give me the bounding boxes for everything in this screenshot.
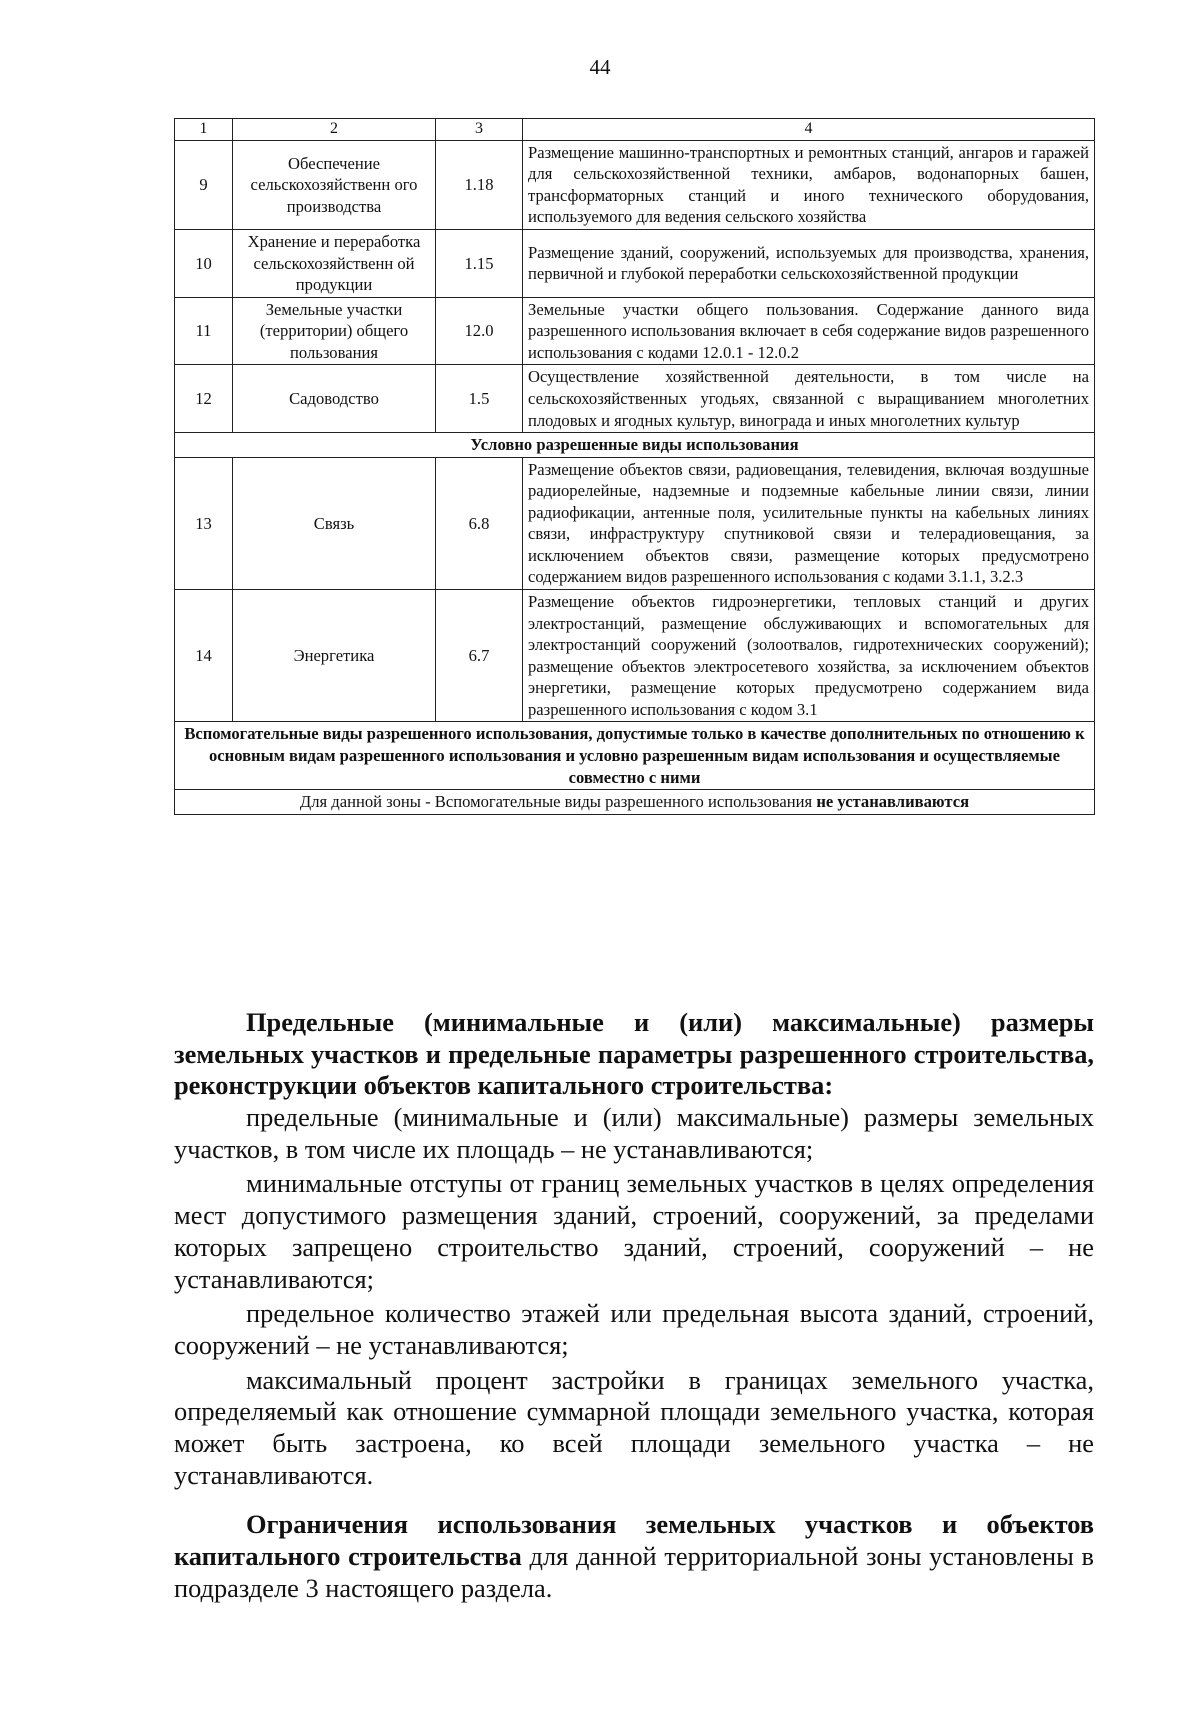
section-heading-conditional: Условно разрешенные виды использования bbox=[175, 433, 1095, 458]
page-number: 44 bbox=[589, 55, 611, 79]
use-type-name: Земельные участки (территории) общего пользования bbox=[233, 297, 436, 365]
section-heading-auxiliary: Вспомогательные виды разрешенного использования, допустимые только в качестве дополнительных по отношению к основным видам разрешенного использования и условно разрешенным видам использования и осуществляемые совместно с ними bbox=[175, 722, 1095, 790]
row-number: 14 bbox=[175, 590, 233, 722]
land-use-table bbox=[174, 118, 1095, 815]
column-header: 1 bbox=[175, 119, 233, 141]
row-number: 10 bbox=[175, 230, 233, 298]
auxiliary-note-emphasis: не устанавливаются bbox=[816, 792, 970, 812]
column-header: 3 bbox=[436, 119, 523, 141]
table-row bbox=[175, 230, 1095, 298]
use-type-description: Размещение объектов гидроэнергетики, тепловых станций и других электростанций, размещение обслуживающих и вспомогательных для электростанций сооружений (золоотвалов, гидротехнических сооружений); размещение объектов электросетевого хозяйства, за исключением объектов энергетики, размещение которых предусмотрено содержанием вида разрешенного использования с кодом 3.1 bbox=[523, 590, 1095, 722]
row-number: 11 bbox=[175, 297, 233, 365]
use-type-code: 6.7 bbox=[436, 590, 523, 722]
note-row bbox=[175, 790, 1095, 815]
use-type-code: 1.5 bbox=[436, 365, 523, 433]
restrictions-text: для данной территориальной зоны установлены в подразделе 3 настоящего раздела. bbox=[174, 1541, 1094, 1603]
section-row bbox=[175, 722, 1095, 790]
table-header-row bbox=[175, 119, 1095, 141]
paragraph-plot-size: предельные (минимальные и (или) максимальные) размеры земельных участков, в том числе их площадь – не устанавливаются; bbox=[174, 1102, 1094, 1164]
table-row bbox=[175, 365, 1095, 433]
limits-heading: Предельные (минимальные и (или) максимальные) размеры земельных участков и предельные параметры разрешенного строительства, реконструкции объектов капитального строительства: bbox=[174, 1007, 1094, 1101]
use-type-description: Размещение объектов связи, радиовещания, телевидения, включая воздушные радиорелейные, надземные и подземные кабельные линии связи, линии радиофикации, антенные поля, усилительные пункты на кабельных линиях связи, инфраструктуру спутниковой связи и телерадиовещания, за исключением объектов связи, размещение которых предусмотрено содержанием видов разрешенного использования с кодами 3.1.1, 3.2.3 bbox=[523, 457, 1095, 589]
use-type-name: Хранение и переработка сельскохозяйственн ой продукции bbox=[233, 230, 436, 298]
row-number: 13 bbox=[175, 457, 233, 589]
use-type-code: 12.0 bbox=[436, 297, 523, 365]
column-header: 4 bbox=[523, 119, 1095, 141]
table-row bbox=[175, 297, 1095, 365]
use-type-name: Связь bbox=[233, 457, 436, 589]
use-type-name: Садоводство bbox=[233, 365, 436, 433]
table-row bbox=[175, 457, 1095, 589]
table-row bbox=[175, 140, 1095, 229]
use-type-code: 1.18 bbox=[436, 140, 523, 229]
use-type-name: Энергетика bbox=[233, 590, 436, 722]
use-type-description: Земельные участки общего пользования. Содержание данного вида разрешенного использования включает в себя содержание видов разрешенного использования с кодами 12.0.1 - 12.0.2 bbox=[523, 297, 1095, 365]
auxiliary-note-text: Для данной зоны - Вспомогательные виды разрешенного использования bbox=[299, 792, 817, 812]
section-row bbox=[175, 433, 1095, 458]
paragraph-floors: предельное количество этажей или предельная высота зданий, строений, сооружений – не устанавливаются; bbox=[174, 1298, 1094, 1360]
use-type-code: 6.8 bbox=[436, 457, 523, 589]
restrictions-heading: Ограничения использования земельных участков и объектов капитального строительства bbox=[174, 1509, 1094, 1571]
regulations-text bbox=[174, 1007, 1094, 1604]
paragraph-coverage: максимальный процент застройки в границах земельного участка, определяемый как отношение суммарной площади земельного участка, которая может быть застроена, ко всей площади земельного участка – не устанавливаются. bbox=[174, 1364, 1094, 1490]
auxiliary-note bbox=[175, 790, 1095, 815]
use-type-name: Обеспечение сельскохозяйственн ого производства bbox=[233, 140, 436, 229]
use-type-description: Размещение машинно-транспортных и ремонтных станций, ангаров и гаражей для сельскохозяйственной техники, амбаров, водонапорных башен, трансформаторных станций и иного технического оборудования, используемого для ведения сельского хозяйства bbox=[523, 140, 1095, 229]
use-type-code: 1.15 bbox=[436, 230, 523, 298]
table-row bbox=[175, 590, 1095, 722]
paragraph-restrictions bbox=[174, 1509, 1094, 1604]
row-number: 9 bbox=[175, 140, 233, 229]
paragraph-setbacks: минимальные отступы от границ земельных участков в целях определения мест допустимого размещения зданий, строений, сооружений, за пределами которых запрещено строительство зданий, строений, сооружений – не устанавливаются; bbox=[174, 1168, 1094, 1294]
use-type-description: Размещение зданий, сооружений, используемых для производства, хранения, первичной и глубокой переработки сельскохозяйственной продукции bbox=[523, 230, 1095, 298]
row-number: 12 bbox=[175, 365, 233, 433]
use-type-description: Осуществление хозяйственной деятельности, в том числе на сельскохозяйственных угодьях, связанной с выращиванием многолетних плодовых и ягодных культур, винограда и иных многолетних культур bbox=[523, 365, 1095, 433]
column-header: 2 bbox=[233, 119, 436, 141]
